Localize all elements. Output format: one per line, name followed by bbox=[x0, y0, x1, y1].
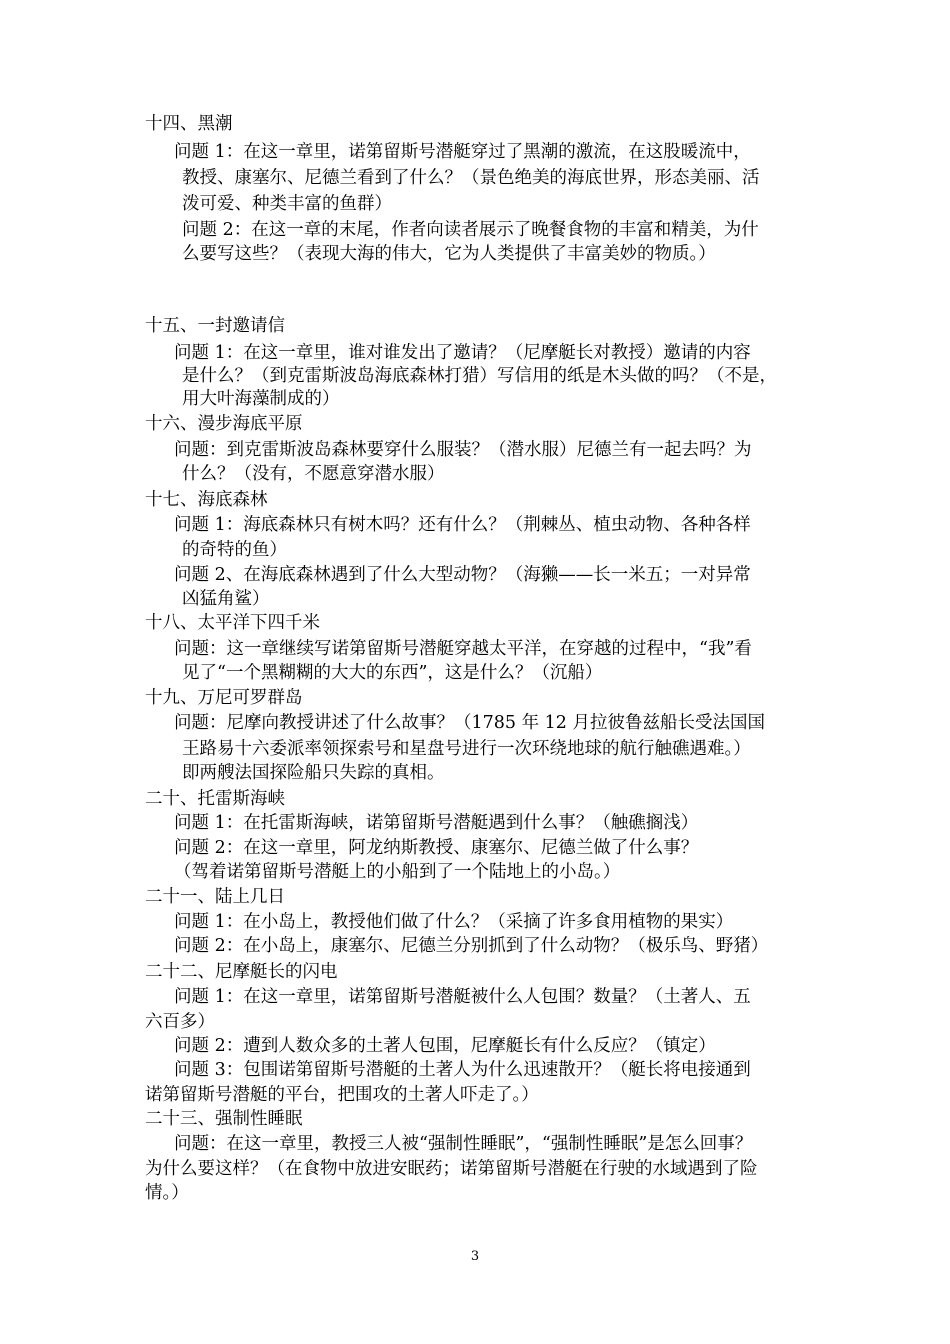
text-line: 问题 3：包围诺第留斯号潜艇的土著人为什么迅速散开？（艇长将电接通到 bbox=[174, 1060, 751, 1080]
text-line: 泼可爱、种类丰富的鱼群） bbox=[182, 194, 392, 214]
text-line: （驾着诺第留斯号潜艇上的小船到了一个陆地上的小岛。） bbox=[174, 862, 621, 882]
text-line: 诺第留斯号潜艇的平台，把围攻的土著人吓走了。） bbox=[145, 1085, 539, 1105]
text-line: 问题：这一章继续写诺第留斯号潜艇穿越太平洋，在穿越的过程中，“我”看 bbox=[174, 639, 752, 659]
text-line: 问题 2：在小岛上，康塞尔、尼德兰分别抓到了什么动物？（极乐鸟、野猪） bbox=[174, 936, 769, 956]
section-heading: 十九、万尼可罗群岛 bbox=[145, 688, 303, 708]
section-heading: 二十、托雷斯海峡 bbox=[145, 789, 285, 809]
text-line: 见了“一个黑糊糊的大大的东西”，这是什么？（沉船） bbox=[182, 663, 603, 683]
text-line: 即两艘法国探险船只失踪的真相。 bbox=[182, 763, 445, 783]
section-heading: 二十三、强制性睡眠 bbox=[145, 1109, 303, 1129]
text-line: 是什么？（到克雷斯波岛海底森林打猎）写信用的纸是木头做的吗？（不是， bbox=[182, 366, 777, 386]
section-heading: 十四、黑潮 bbox=[145, 114, 233, 134]
text-line: 问题 2：在这一章的末尾，作者向读者展示了晚餐食物的丰富和精美，为什 bbox=[182, 220, 759, 240]
section-heading: 二十二、尼摩艇长的闪电 bbox=[145, 962, 338, 982]
text-line: 为什么要这样？（在食物中放进安眠药；诺第留斯号潜艇在行驶的水域遇到了险 bbox=[145, 1159, 758, 1179]
text-line: 用大叶海藻制成的） bbox=[182, 389, 340, 409]
section-heading: 十六、漫步海底平原 bbox=[145, 414, 303, 434]
text-line: 问题 1：在托雷斯海峡，诺第留斯号潜艇遇到什么事？（触礁搁浅） bbox=[174, 813, 699, 833]
text-line: 六百多） bbox=[145, 1012, 215, 1032]
text-line: 问题 2、在海底森林遇到了什么大型动物？（海獭——长一米五；一对异常 bbox=[174, 565, 751, 585]
text-line: 问题 2：在这一章里，阿龙纳斯教授、康塞尔、尼德兰做了什么事？ bbox=[174, 838, 699, 858]
text-line: 问题 2：遭到人数众多的土著人包围，尼摩艇长有什么反应？（镇定） bbox=[174, 1036, 716, 1056]
text-line: 问题：在这一章里，教授三人被“强制性睡眠”，“强制性睡眠”是怎么回事？ bbox=[174, 1134, 753, 1154]
text-line: 凶猛角鲨） bbox=[182, 589, 270, 609]
text-line: 问题 1：在这一章里，谁对谁发出了邀请？（尼摩艇长对教授）邀请的内容 bbox=[174, 343, 751, 363]
text-line: 问题 1：在小岛上，教授他们做了什么？（采摘了许多食用植物的果实） bbox=[174, 912, 734, 932]
text-line: 教授、康塞尔、尼德兰看到了什么？（景色绝美的海底世界，形态美丽、活 bbox=[182, 168, 760, 188]
text-line: 问题 1：在这一章里，诺第留斯号潜艇穿过了黑潮的激流，在这股暖流中， bbox=[174, 142, 751, 162]
text-line: 问题：到克雷斯波岛森林要穿什么服装？（潜水服）尼德兰有一起去吗？为 bbox=[174, 440, 752, 460]
text-line: 么要写这些？（表现大海的伟大，它为人类提供了丰富美妙的物质。） bbox=[182, 244, 716, 264]
text-line: 问题：尼摩向教授讲述了什么故事？（1785 年 12 月拉彼鲁兹船长受法国国 bbox=[174, 713, 765, 733]
text-line: 问题 1：海底森林只有树木吗？还有什么？（荆棘丛、植虫动物、各种各样 bbox=[174, 515, 751, 535]
page-number: 3 bbox=[470, 1249, 480, 1264]
text-line: 问题 1：在这一章里，诺第留斯号潜艇被什么人包围？数量？（土著人、五 bbox=[174, 987, 751, 1007]
text-line: 情。） bbox=[145, 1183, 189, 1203]
text-line: 的奇特的鱼） bbox=[182, 540, 287, 560]
section-heading: 十五、一封邀请信 bbox=[145, 316, 285, 336]
section-heading: 十七、海底森林 bbox=[145, 490, 268, 510]
section-heading: 十八、太平洋下四千米 bbox=[145, 613, 320, 633]
section-heading: 二十一、陆上几日 bbox=[145, 887, 285, 907]
text-line: 什么？（没有，不愿意穿潜水服） bbox=[182, 464, 445, 484]
text-line: 王路易十六委派率领探索号和星盘号进行一次环绕地球的航行触礁遇难。） bbox=[182, 739, 751, 759]
